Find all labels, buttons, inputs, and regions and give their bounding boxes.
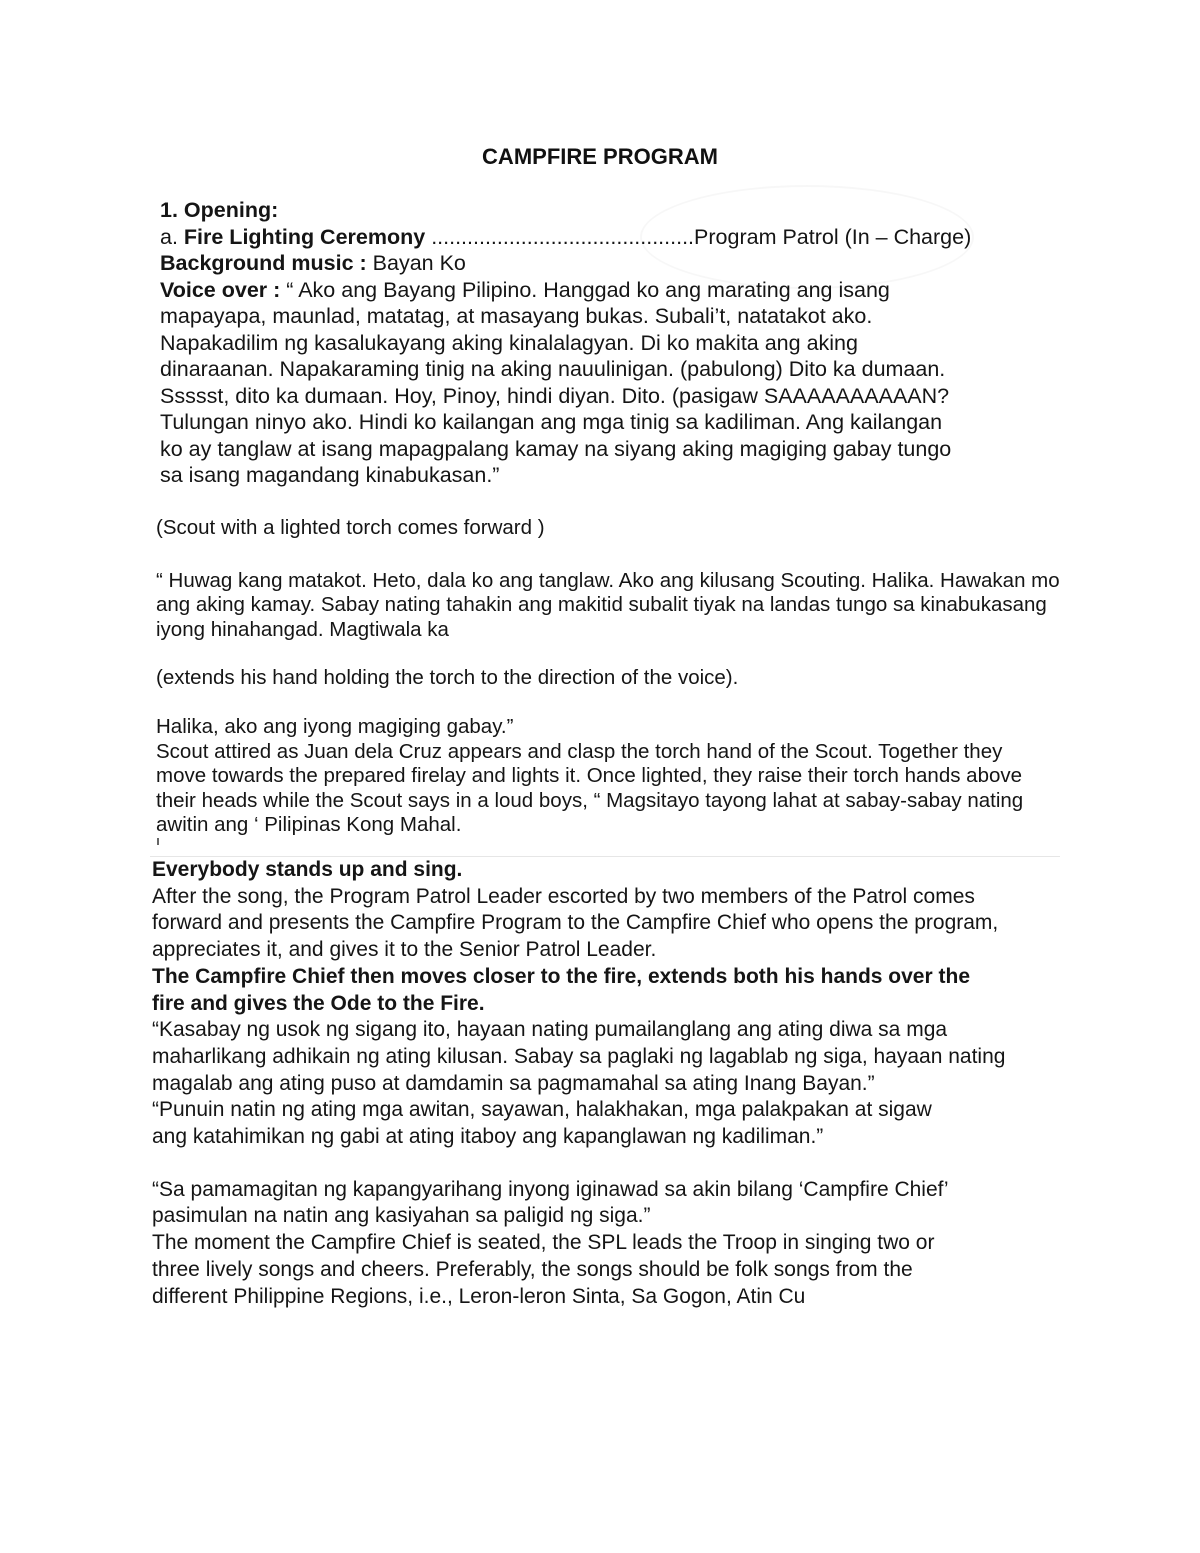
voice-over-paragraph (160, 277, 960, 489)
opening-heading: 1. Opening: (160, 198, 279, 222)
voice-over-label: Voice over : (160, 277, 287, 302)
dot-leader: ............................................ (425, 224, 695, 249)
punuin-paragraph: “Punuin natin ng ating mga awitan, sayawan, halakhakan, mga palakpakan at sigaw ang katahimikan ng gabi at ating itaboy ang kapanglawan ng kadiliman.” (152, 1098, 932, 1149)
campfire-chief-paragraph: The Campfire Chief then moves closer to the fire, extends both his hands over the fire and gives the Ode to the Fire. (152, 964, 970, 1015)
spl-songs-paragraph: The moment the Campfire Chief is seated, the SPL leads the Troop in singing two or three lively songs and cheers. Preferably, the songs should be folk songs from the different Philippine Regions, i.e., Leron-leron Sinta, Sa Gogon, Atin Cu (152, 1231, 935, 1308)
ode-to-fire-paragraph: “Kasabay ng usok ng sigang ito, hayaan nating pumailanglang ang ating diwa sa mga maharlikang adhikain ng ating kilusan. Sabay sa paglaki ng lagablab ng siga, hayaan nating magalab ang ating puso at damdamin sa pagmamahal sa ating Inang Bayan.” (152, 1018, 1006, 1095)
background-music-label: Background music : (160, 251, 373, 275)
fire-lighting-value: Program Patrol (In – Charge) (694, 224, 972, 249)
fire-lighting-label: Fire Lighting Ceremony (183, 224, 426, 249)
campfire-chief-quote: “Sa pamamagitan ng kapangyarihang inyong iginawad sa akin bilang ‘Campfire Chief’ pasimulan na natin ang kasiyahan sa paligid ng siga.” (152, 1177, 948, 1228)
page-title: CAMPFIRE PROGRAM (482, 144, 718, 169)
background-music-line (160, 250, 1110, 277)
juan-dela-cruz-paragraph: Scout attired as Juan dela Cruz appears and clasp the torch hand of the Scout. Together they move towards the prepared firelay and lights it. Once lighted, they raise their torch hands above their heads while the Scout says in a loud boys, “ Magsitayo tayong lahat at sabay-sabay nating awitin ang ‘ Pilipinas Kong Mahal. (156, 739, 1024, 837)
background-music-value: Bayan Ko (372, 251, 466, 275)
program-section (152, 857, 1112, 1310)
fire-lighting-line (160, 224, 1110, 251)
opening-section (160, 197, 1110, 489)
item-prefix: a. (160, 224, 184, 249)
voice-over-text: “ Ako ang Bayang Pilipino. Hanggad ko ang marating ang isang mapayapa, maunlad, matatag, at masayang bukas. Subali’t, natatakot ako. Napakadilim ng kasalukayang aking kinalalagyan. Di ko makita ang aking dinaraanan. Napakaraming tinig na aking nauulinigan. (pabulong) Dito ka dumaan. Ssssst, dito ka dumaan. Hoy, Pinoy, hindi diyan. Dito. (pasigaw SAAAAAAAAAAN? Tulungan ninyo ako. Hindi ko kailangan ang mga tinig sa kadiliman. Ang kailangan ko ay tanglaw at isang mapagpalang kamay na siyang aking magiging gabay tungo sa isang magandang kinabukasan.” (160, 277, 952, 487)
scout-section (156, 516, 1116, 838)
scout-halika: Halika, ako ang iyong magiging gabay.” (156, 714, 514, 738)
after-song-paragraph: After the song, the Program Patrol Leader escorted by two members of the Patrol comes forward and presents the Campfire Program to the Campfire Chief who opens the program, appreciates it, and gives it to the Senior Patrol Leader. (152, 884, 999, 962)
scout-stage-direction: (Scout with a lighted torch comes forward ) (156, 516, 545, 539)
cropped-text-fragment (190, 183, 350, 189)
stray-mark (157, 838, 159, 845)
everybody-stands: Everybody stands up and sing. (152, 858, 463, 881)
scout-speech: “ Huwag kang matakot. Heto, dala ko ang tanglaw. Ako ang kilusang Scouting. Halika. Hawakan mo ang aking kamay. Sabay nating tahakin ang makitid subalit tiyak na landas tungo sa kinabukasang iyong hinahangad. Magtiwala ka (156, 568, 1060, 641)
scout-extends-hand: (extends his hand holding the torch to the direction of the voice). (156, 666, 739, 690)
